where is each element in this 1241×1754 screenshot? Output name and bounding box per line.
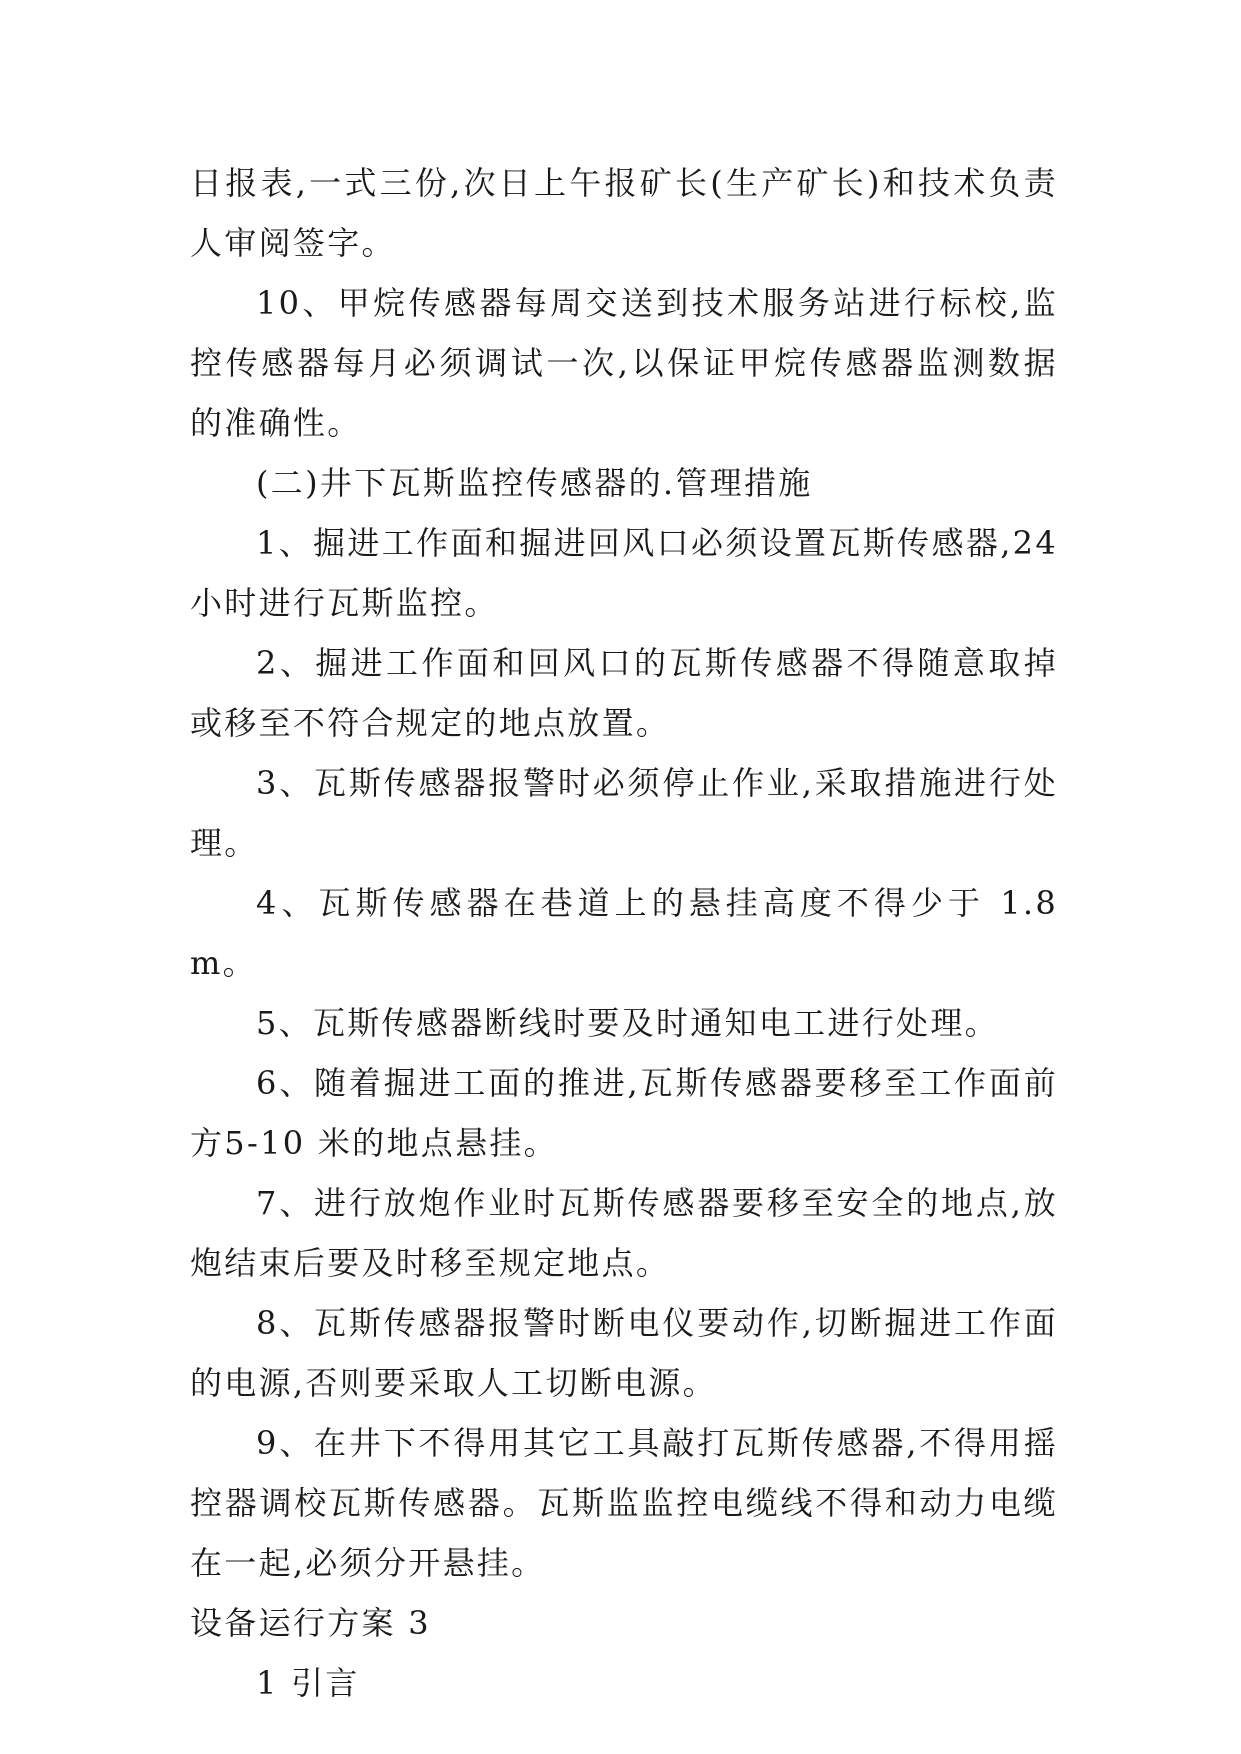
- paragraph-item-3: 3、瓦斯传感器报警时必须停止作业,采取措施进行处理。: [190, 764, 1058, 862]
- document-body: [190, 153, 1058, 1713]
- paragraph-item-1: 1、掘进工作面和掘进回风口必须设置瓦斯传感器,24 小时进行瓦斯监控。: [190, 524, 1058, 622]
- paragraph-item-4: 4、瓦斯传感器在巷道上的悬挂高度不得少于 1.8m。: [190, 884, 1058, 982]
- paragraph-report-signoff: 日报表,一式三份,次日上午报矿长(生产矿长)和技术负责人审阅签字。: [190, 164, 1058, 262]
- section-heading-management-measures: (二)井下瓦斯监控传感器的.管理措施: [256, 464, 813, 502]
- paragraph-item-8: 8、瓦斯传感器报警时断电仪要动作,切断掘进工作面的电源,否则要采取人工切断电源。: [190, 1304, 1058, 1402]
- paragraph-item-10: 10、甲烷传感器每周交送到技术服务站进行标校,监控传感器每月必须调试一次,以保证甲烷传感器监测数据的准确性。: [190, 284, 1058, 442]
- paragraph-item-5: 5、瓦斯传感器断线时要及时通知电工进行处理。: [256, 1004, 999, 1042]
- paragraph-item-7: 7、进行放炮作业时瓦斯传感器要移至安全的地点,放炮结束后要及时移至规定地点。: [190, 1184, 1058, 1282]
- paragraph-item-9: 9、在井下不得用其它工具敲打瓦斯传感器,不得用摇控器调校瓦斯传感器。瓦斯监监控电缆线不得和动力电缆在一起,必须分开悬挂。: [190, 1424, 1058, 1582]
- paragraph-item-6: 6、随着掘进工面的推进,瓦斯传感器要移至工作面前方5-10 米的地点悬挂。: [190, 1064, 1058, 1162]
- paragraph-item-2: 2、掘进工作面和回风口的瓦斯传感器不得随意取掉或移至不符合规定的地点放置。: [190, 644, 1058, 742]
- section-title-equipment-plan-3: 设备运行方案 3: [190, 1604, 431, 1642]
- subsection-heading-introduction: 1 引言: [256, 1664, 360, 1702]
